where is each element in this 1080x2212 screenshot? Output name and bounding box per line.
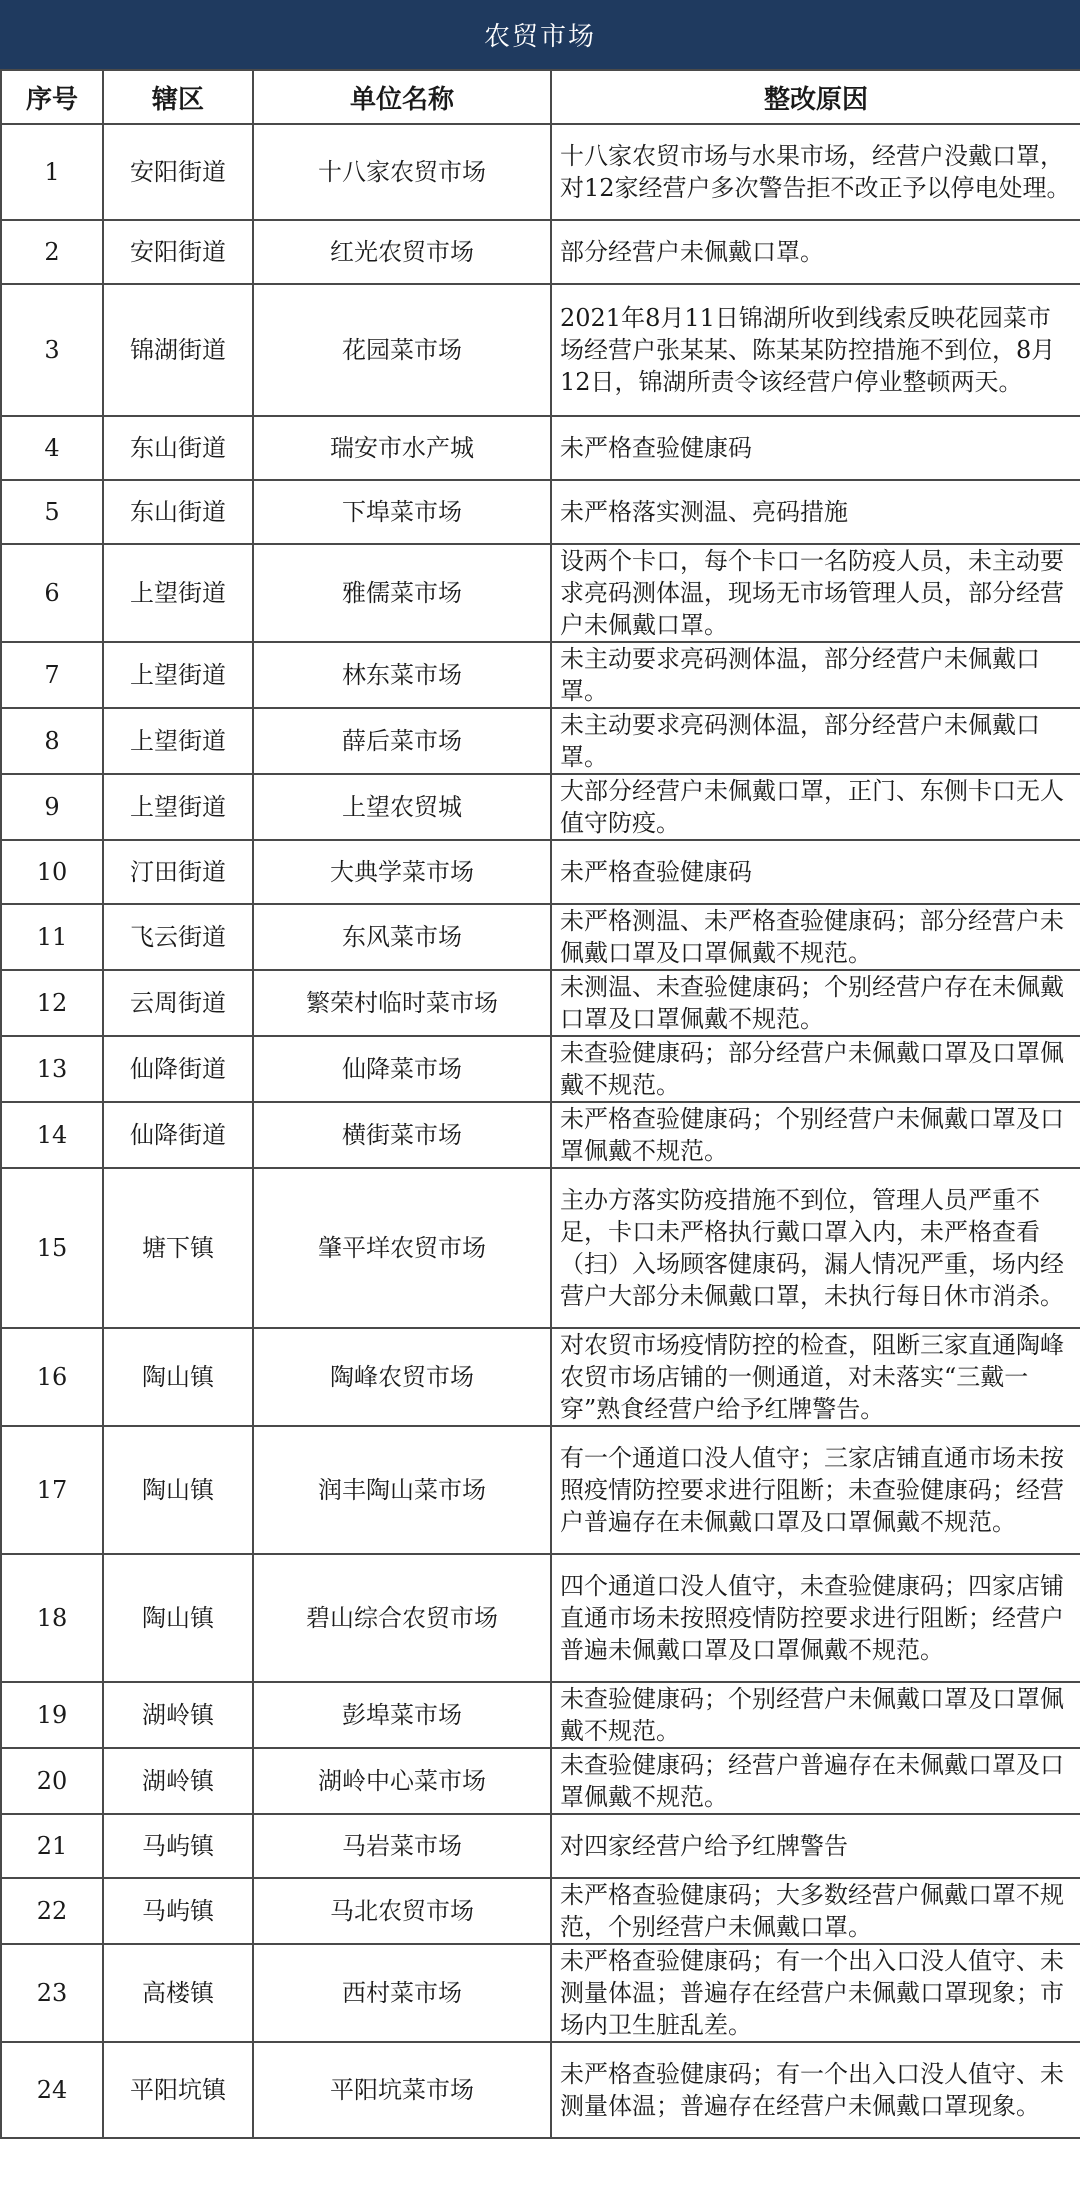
cell-serial: 7 — [1, 642, 103, 708]
cell-serial: 1 — [1, 124, 103, 220]
cell-reason: 未严格查验健康码；大多数经营户佩戴口罩不规范，个别经营户未佩戴口罩。 — [551, 1878, 1080, 1944]
cell-unit-name: 雅儒菜市场 — [253, 544, 551, 642]
cell-district: 云周街道 — [103, 970, 253, 1036]
cell-reason: 未严格查验健康码 — [551, 840, 1080, 904]
cell-unit-name: 林东菜市场 — [253, 642, 551, 708]
cell-unit-name: 润丰陶山菜市场 — [253, 1426, 551, 1554]
table-row — [1, 642, 1080, 708]
cell-unit-name: 东风菜市场 — [253, 904, 551, 970]
cell-unit-name: 湖岭中心菜市场 — [253, 1748, 551, 1814]
cell-reason: 未主动要求亮码测体温，部分经营户未佩戴口罩。 — [551, 642, 1080, 708]
table-row — [1, 220, 1080, 284]
rectification-table — [0, 69, 1080, 2139]
cell-reason: 未严格查验健康码 — [551, 416, 1080, 480]
table-row — [1, 774, 1080, 840]
header-unit-name: 单位名称 — [253, 70, 551, 124]
cell-district: 东山街道 — [103, 480, 253, 544]
cell-unit-name: 红光农贸市场 — [253, 220, 551, 284]
cell-district: 陶山镇 — [103, 1426, 253, 1554]
table-row — [1, 840, 1080, 904]
cell-unit-name: 下埠菜市场 — [253, 480, 551, 544]
cell-district: 马屿镇 — [103, 1814, 253, 1878]
cell-serial: 20 — [1, 1748, 103, 1814]
cell-district: 安阳街道 — [103, 220, 253, 284]
cell-reason: 设两个卡口，每个卡口一名防疫人员，未主动要求亮码测体温，现场无市场管理人员，部分经营户未佩戴口罩。 — [551, 544, 1080, 642]
cell-unit-name: 西村菜市场 — [253, 1944, 551, 2042]
cell-reason: 2021年8月11日锦湖所收到线索反映花园菜市场经营户张某某、陈某某防控措施不到位，8月12日，锦湖所责令该经营户停业整顿两天。 — [551, 284, 1080, 416]
cell-serial: 15 — [1, 1168, 103, 1328]
cell-district: 安阳街道 — [103, 124, 253, 220]
table-title: 农贸市场 — [0, 0, 1080, 69]
cell-reason: 有一个通道口没人值守；三家店铺直通市场未按照疫情防控要求进行阻断；未查验健康码；经营户普遍存在未佩戴口罩及口罩佩戴不规范。 — [551, 1426, 1080, 1554]
cell-serial: 23 — [1, 1944, 103, 2042]
table-row — [1, 2042, 1080, 2138]
cell-reason: 未查验健康码；个别经营户未佩戴口罩及口罩佩戴不规范。 — [551, 1682, 1080, 1748]
cell-serial: 5 — [1, 480, 103, 544]
cell-reason: 对农贸市场疫情防控的检查，阻断三家直通陶峰农贸市场店铺的一侧通道，对未落实“三戴一穿”熟食经营户给予红牌警告。 — [551, 1328, 1080, 1426]
cell-reason: 未严格测温、未严格查验健康码；部分经营户未佩戴口罩及口罩佩戴不规范。 — [551, 904, 1080, 970]
cell-unit-name: 十八家农贸市场 — [253, 124, 551, 220]
cell-serial: 24 — [1, 2042, 103, 2138]
header-district: 辖区 — [103, 70, 253, 124]
table-row — [1, 708, 1080, 774]
table-row — [1, 124, 1080, 220]
table-row — [1, 1814, 1080, 1878]
table-row — [1, 1426, 1080, 1554]
cell-unit-name: 大典学菜市场 — [253, 840, 551, 904]
cell-district: 马屿镇 — [103, 1878, 253, 1944]
cell-unit-name: 陶峰农贸市场 — [253, 1328, 551, 1426]
table-row — [1, 1102, 1080, 1168]
cell-unit-name: 仙降菜市场 — [253, 1036, 551, 1102]
header-reason: 整改原因 — [551, 70, 1080, 124]
cell-district: 汀田街道 — [103, 840, 253, 904]
cell-unit-name: 马岩菜市场 — [253, 1814, 551, 1878]
table-row — [1, 1682, 1080, 1748]
cell-reason: 未严格查验健康码；有一个出入口没人值守、未测量体温；普遍存在经营户未佩戴口罩现象。 — [551, 2042, 1080, 2138]
cell-serial: 11 — [1, 904, 103, 970]
cell-reason: 未严格查验健康码；有一个出入口没人值守、未测量体温；普遍存在经营户未佩戴口罩现象；市场内卫生脏乱差。 — [551, 1944, 1080, 2042]
cell-serial: 9 — [1, 774, 103, 840]
cell-district: 仙降街道 — [103, 1036, 253, 1102]
cell-reason: 未查验健康码；经营户普遍存在未佩戴口罩及口罩佩戴不规范。 — [551, 1748, 1080, 1814]
table-row — [1, 1944, 1080, 2042]
cell-district: 东山街道 — [103, 416, 253, 480]
cell-unit-name: 彭埠菜市场 — [253, 1682, 551, 1748]
table-row — [1, 544, 1080, 642]
cell-reason: 大部分经营户未佩戴口罩，正门、东侧卡口无人值守防疫。 — [551, 774, 1080, 840]
cell-serial: 19 — [1, 1682, 103, 1748]
table-row — [1, 1878, 1080, 1944]
cell-unit-name: 马北农贸市场 — [253, 1878, 551, 1944]
table-row — [1, 970, 1080, 1036]
table-row — [1, 1168, 1080, 1328]
table-row — [1, 284, 1080, 416]
cell-serial: 21 — [1, 1814, 103, 1878]
cell-district: 湖岭镇 — [103, 1748, 253, 1814]
cell-reason: 十八家农贸市场与水果市场，经营户没戴口罩，对12家经营户多次警告拒不改正予以停电处理。 — [551, 124, 1080, 220]
cell-district: 塘下镇 — [103, 1168, 253, 1328]
header-serial: 序号 — [1, 70, 103, 124]
cell-district: 上望街道 — [103, 774, 253, 840]
cell-serial: 13 — [1, 1036, 103, 1102]
cell-district: 陶山镇 — [103, 1554, 253, 1682]
cell-reason: 四个通道口没人值守，未查验健康码；四家店铺直通市场未按照疫情防控要求进行阻断；经营户普遍未佩戴口罩及口罩佩戴不规范。 — [551, 1554, 1080, 1682]
cell-serial: 17 — [1, 1426, 103, 1554]
cell-reason: 主办方落实防疫措施不到位，管理人员严重不足，卡口未严格执行戴口罩入内，未严格查看（扫）入场顾客健康码，漏人情况严重，场内经营户大部分未佩戴口罩，未执行每日休市消杀。 — [551, 1168, 1080, 1328]
cell-serial: 10 — [1, 840, 103, 904]
cell-district: 上望街道 — [103, 544, 253, 642]
table-row — [1, 1748, 1080, 1814]
cell-serial: 14 — [1, 1102, 103, 1168]
cell-reason: 未严格查验健康码；个别经营户未佩戴口罩及口罩佩戴不规范。 — [551, 1102, 1080, 1168]
cell-unit-name: 花园菜市场 — [253, 284, 551, 416]
header-row — [1, 70, 1080, 124]
cell-district: 上望街道 — [103, 708, 253, 774]
cell-district: 高楼镇 — [103, 1944, 253, 2042]
cell-reason: 未测温、未查验健康码；个别经营户存在未佩戴口罩及口罩佩戴不规范。 — [551, 970, 1080, 1036]
cell-unit-name: 薛后菜市场 — [253, 708, 551, 774]
cell-reason: 对四家经营户给予红牌警告 — [551, 1814, 1080, 1878]
table-row — [1, 416, 1080, 480]
cell-serial: 6 — [1, 544, 103, 642]
table-row — [1, 480, 1080, 544]
cell-unit-name: 瑞安市水产城 — [253, 416, 551, 480]
cell-serial: 16 — [1, 1328, 103, 1426]
cell-district: 湖岭镇 — [103, 1682, 253, 1748]
cell-unit-name: 肇平垟农贸市场 — [253, 1168, 551, 1328]
cell-district: 仙降街道 — [103, 1102, 253, 1168]
cell-district: 锦湖街道 — [103, 284, 253, 416]
cell-unit-name: 平阳坑菜市场 — [253, 2042, 551, 2138]
cell-reason: 未严格落实测温、亮码措施 — [551, 480, 1080, 544]
cell-serial: 22 — [1, 1878, 103, 1944]
cell-unit-name: 碧山综合农贸市场 — [253, 1554, 551, 1682]
cell-district: 平阳坑镇 — [103, 2042, 253, 2138]
cell-unit-name: 繁荣村临时菜市场 — [253, 970, 551, 1036]
cell-district: 飞云街道 — [103, 904, 253, 970]
table-row — [1, 1328, 1080, 1426]
cell-serial: 4 — [1, 416, 103, 480]
cell-serial: 2 — [1, 220, 103, 284]
table-row — [1, 904, 1080, 970]
cell-reason: 未查验健康码；部分经营户未佩戴口罩及口罩佩戴不规范。 — [551, 1036, 1080, 1102]
cell-district: 上望街道 — [103, 642, 253, 708]
cell-serial: 12 — [1, 970, 103, 1036]
cell-unit-name: 上望农贸城 — [253, 774, 551, 840]
cell-serial: 8 — [1, 708, 103, 774]
cell-unit-name: 横街菜市场 — [253, 1102, 551, 1168]
cell-reason: 未主动要求亮码测体温，部分经营户未佩戴口罩。 — [551, 708, 1080, 774]
table-row — [1, 1554, 1080, 1682]
cell-reason: 部分经营户未佩戴口罩。 — [551, 220, 1080, 284]
cell-serial: 18 — [1, 1554, 103, 1682]
cell-district: 陶山镇 — [103, 1328, 253, 1426]
cell-serial: 3 — [1, 284, 103, 416]
table-row — [1, 1036, 1080, 1102]
